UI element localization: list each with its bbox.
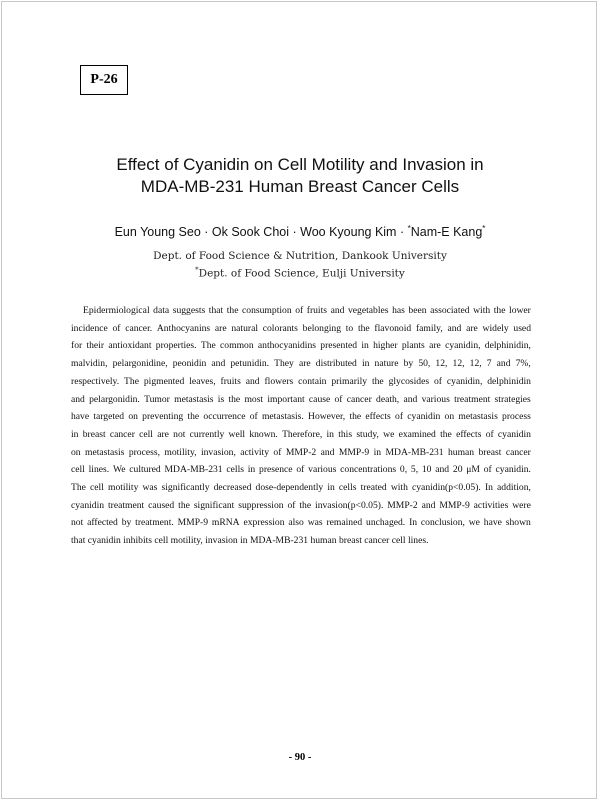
affiliation-line-2-text: Dept. of Food Science, Eulji University	[198, 267, 405, 280]
title-line-1: Effect of Cyanidin on Cell Motility and Invasion in	[116, 155, 484, 174]
abstract-line: The cell motility was significantly decreased dose-dependently in cells treated with cyanidin(p<0.05). In addition,	[71, 482, 531, 494]
affiliation-line-1: Dept. of Food Science & Nutrition, Dankook University	[153, 250, 447, 262]
abstract-line: and pelargonidin. Tumor metastasis is the most important cause of cancer death, and various treatment strategies	[71, 393, 531, 405]
abstract-body	[71, 302, 531, 550]
affiliation-mark: *	[407, 224, 411, 233]
author-2: Ok Sook Choi	[211, 225, 290, 240]
abstract-line: that cyanidin inhibits cell motility, invasion in MDA-MB-231 human breast cancer cell lines.	[71, 535, 429, 547]
title-line-2: MDA-MB-231 Human Breast Cancer Cells	[140, 177, 460, 196]
author-list	[40, 224, 560, 239]
abstract-line: respectively. The pigmented leaves, fruits and flowers contain primarily the glycosides of cyanidin, delphinidin	[71, 375, 531, 387]
author-4: Nam-E Kang	[410, 225, 483, 240]
abstract-line: cell lines. We cultured MDA-MB-231 cells in presence of various concentrations 0, 5, 10 and 20 μM of cyanidin.	[71, 464, 531, 476]
abstract-line: Epidermiological data suggests that the consumption of fruits and vegetables has been associated with the lower	[83, 305, 531, 316]
abstract-line: incidence of cancer. Anthocyanins are natural colorants belonging to the flavonoid family, and are widely used	[71, 322, 531, 334]
page-number: - 90 -	[288, 752, 312, 763]
abstract-line: for their antioxidant properties. The common anthocyanidins presented in higher plants are cyanidin, delphinidin,	[71, 340, 531, 352]
affiliation-line-2	[40, 263, 560, 281]
abstract-line: not affected by treatment. MMP-9 mRNA expression also was remained unchaged. In conclusion, we have shown	[71, 517, 531, 529]
affiliation-mark: *	[195, 266, 199, 274]
poster-code: P-26	[90, 72, 118, 87]
affiliations	[40, 249, 560, 281]
author-separator: ·	[396, 225, 408, 240]
abstract-line: on metastasis process, motility, invasion, activity of MMP-2 and MMP-9 in MDA-MB-231 human breast cancer	[71, 446, 531, 458]
author-separator: ·	[289, 225, 301, 240]
corresponding-mark: *	[482, 224, 486, 233]
poster-code-box	[80, 65, 128, 95]
author-separator: ·	[200, 225, 212, 240]
abstract-line: cyanidin treatment caused the significant suppression of the invasion(p<0.05). MMP-2 and MMP-9 activities were	[71, 499, 531, 511]
author-1: Eun Young Seo	[114, 225, 201, 240]
abstract-line: malvidin, pelargonidine, peonidin and petunidin. They are distributed in nature by 50, 12, 12, 12, 7 and 7%,	[71, 358, 531, 370]
abstract-line: have targeted on preventing the occurrence of metastasis. However, the effects of cyanidin on metastasis process	[71, 411, 531, 423]
paper-title	[60, 154, 540, 198]
author-3: Woo Kyoung Kim	[300, 225, 397, 240]
abstract-line: in breast cancer cell are not currently well known. Therefore, in this study, we examined the effects of cyanidin	[71, 428, 531, 440]
